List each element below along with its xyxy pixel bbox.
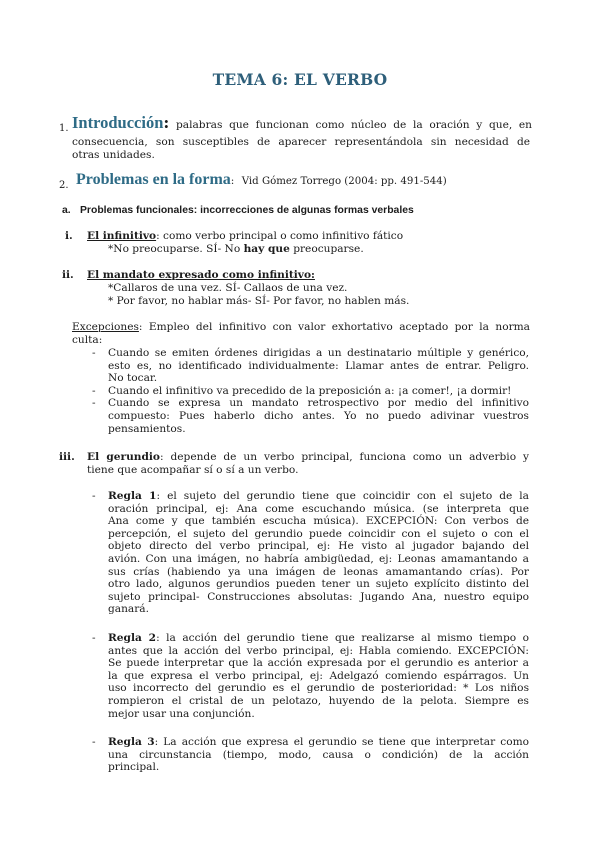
heading-colon: : xyxy=(163,113,170,132)
subsection-label: a. xyxy=(62,205,71,216)
example-text: *No preocuparse. SÍ- No xyxy=(108,243,244,255)
list-item-text: Cuando el infinitivo va precedido de la preposición a: ¡a comer!, ¡a dormir! xyxy=(108,384,512,397)
rule-text: avión. Con una imágen, no habría ambigüedad, ej: Leonas amamantando a xyxy=(108,552,529,565)
exceptions-list xyxy=(92,347,529,435)
list-item-text: No tocar. xyxy=(108,372,158,385)
example-text: preocuparse. xyxy=(289,243,364,255)
section-introduccion xyxy=(72,113,532,132)
list-item: - Cuando el infinitivo va precedido de la preposición a: ¡a comer!, ¡a dormir! xyxy=(92,385,529,398)
paragraph-line: otras unidades. xyxy=(72,149,155,161)
list-item: - Regla 1: el sujeto del gerundio tiene que coincidir con el sujeto de la oración principal, ej: Ana come escuchando música. (se interpreta que Ana come y que también escucha música). EXCEPCIÓN: Con verbos de percepción, el sujeto del gerundio puede coincidir con el sujeto o con el objeto directo del verbo principal, ej: He visto al jugador bajando del avión. Con una imágen, no habría ambigüedad, ej: Leonas amamantando a sus crías (habiendo ya una imágen de leonas amamantando crías). Por otro lado, algunos gerundios pueden tener un sujeto explícito distinto del sujeto principal- Construcciones absolutas: Jugando Ana, nuestro equipo ganará. xyxy=(92,490,529,616)
item-heading: El infinitivo xyxy=(87,230,157,242)
subsection-heading: Problemas funcionales: incorrecciones de algunas formas verbales xyxy=(80,205,414,216)
item-text: : depende de un verbo principal, funciona como un adverbio y xyxy=(159,451,529,463)
item-heading: El mandato expresado como infinitivo: xyxy=(87,269,315,281)
page-title: TEMA 6: EL VERBO xyxy=(212,70,388,89)
list-item-text: Cuando se expresa un mandato retrospectivo por medio del infinitivo xyxy=(108,397,529,410)
list-item-text: Cuando se emiten órdenes dirigidas a un destinatario múltiple y genérico, xyxy=(108,347,529,359)
example-line: *Callaros de una vez. SÍ- Callaos de una vez. xyxy=(108,282,348,294)
rule-text: : La acción que expresa el gerundio se tiene que interpretar como xyxy=(154,736,530,748)
section-heading: Problemas en la forma xyxy=(76,171,231,188)
list-item-text: pensamientos. xyxy=(108,422,186,435)
rule-text: Se puede interpretar que la acción expresada por el gerundio es anterior a xyxy=(108,657,529,670)
rule-text: sus crías (habiendo ya una imágen de leonas amamantando crías). Por xyxy=(108,565,529,578)
item-infinitivo xyxy=(87,230,403,243)
rule-text: : el sujeto del gerundio tiene que coincidir con el sujeto de la xyxy=(156,490,529,502)
rule-block xyxy=(92,632,529,720)
list-item-text: compuesto: Pues haberlo dicho antes. Yo no puedo adivinar vuestros xyxy=(108,409,529,422)
rule-block xyxy=(92,736,529,774)
rule-text: uso incorrecto del gerundio es el gerundio de posterioridad: * Los niños xyxy=(108,682,529,695)
rule-text: ganará. xyxy=(108,603,149,616)
reference-text: Vid Gómez Torrego (2004: pp. 491-544) xyxy=(241,176,447,187)
section-number: 1. xyxy=(59,123,69,134)
rule-text: percepción, el sujeto del gerundio puede coincidir con el sujeto o con el xyxy=(108,527,529,540)
paragraph-text: palabras que funcionan como núcleo de la oración y que, en xyxy=(175,119,532,131)
rule-text: objeto directo del verbo principal, ej: He visto al jugador bajando del xyxy=(108,540,529,553)
list-item: - Regla 3: La acción que expresa el gerundio se tiene que interpretar como una circunstancia (tiempo, modo, causa o condición) de la acción principal. xyxy=(92,736,530,774)
rule-text: otro lado, algunos gerundios pueden tener un sujeto explícito distinto del xyxy=(108,578,529,591)
rule-text: sujeto principal- Construcciones absolutas: Jugando Ana, nuestro equipo xyxy=(108,590,529,603)
exceptions-text: : Empleo del infinitivo con valor exhortativo aceptado por la norma xyxy=(138,321,530,333)
rule-text: la que expresa el verbo principal, ej: Adelgazó comiendo espárragos. Un xyxy=(108,669,529,682)
item-label: iii. xyxy=(59,451,75,463)
item-text: : como verbo principal o como infinitivo fático xyxy=(156,230,404,242)
rule-label: Regla 3 xyxy=(108,736,155,748)
rule-text: : la acción del gerundio tiene que realizarse al mismo tiempo o xyxy=(156,632,529,644)
section-problemas xyxy=(76,171,447,189)
list-item-text: esto es, no identificado individualmente: Llamar antes de entrar. Peligro. xyxy=(108,359,529,372)
rule-text: mejor usar una conjunción. xyxy=(108,707,255,720)
rule-text: oración principal, ej: Ana come escuchando música. (se interpreta que xyxy=(108,502,529,515)
example-line xyxy=(108,243,364,256)
example-emphasis: hay que xyxy=(243,243,290,255)
rule-text: una circunstancia (tiempo, modo, causa o condición) de la acción xyxy=(108,748,529,761)
exceptions-heading: Excepciones xyxy=(72,321,139,333)
rule-text: Ana come y que también escucha música). EXCEPCIÓN: Con verbos de xyxy=(108,515,529,528)
rule-text: antes que la acción del verbo principal, ej: Habla comiendo. EXCEPCIÓN: xyxy=(108,644,529,657)
rule-block xyxy=(92,490,529,616)
exceptions-intro xyxy=(72,321,530,334)
item-gerundio xyxy=(87,451,529,464)
item-label: ii. xyxy=(62,269,74,281)
item-text: tiene que acompañar sí o sí a un verbo. xyxy=(87,464,299,476)
rule-label: Regla 2 xyxy=(108,632,157,644)
example-line: * Por favor, no hablar más- SÍ- Por favor, no hablen más. xyxy=(108,295,410,307)
list-item: - Cuando se expresa un mandato retrospectivo por medio del infinitivo compuesto: Pues haberlo dicho antes. Yo no puedo adivinar vuestros pensamientos. xyxy=(92,397,529,435)
item-label: i. xyxy=(65,230,73,242)
list-item: - Cuando se emiten órdenes dirigidas a un destinatario múltiple y genérico, esto es, no identificado individualmente: Llamar antes de entrar. Peligro. No tocar. xyxy=(92,347,529,385)
section-heading: Introducción xyxy=(72,113,164,132)
section-number: 2. xyxy=(59,180,69,191)
item-heading: El gerundio xyxy=(87,451,160,463)
paragraph-line: consecuencia, son susceptibles de aparecer representándola sin necesidad de xyxy=(72,136,530,148)
rule-label: Regla 1 xyxy=(108,490,157,502)
exceptions-text: culta: xyxy=(72,334,103,346)
list-item: - Regla 2: la acción del gerundio tiene que realizarse al mismo tiempo o antes que la acción del verbo principal, ej: Habla comiendo. EXCEPCIÓN: Se puede interpretar que la acción expresada por el gerundio es anterior a la que expresa el verbo principal, ej: Adelgazó comiendo espárragos. Un uso incorrecto del gerundio es el gerundio de posterioridad: * Los niños rompieron el cristal de un pelotazo, huyendo de la pelota. Siempre es mejor usar una conjunción. xyxy=(92,632,529,720)
rule-text: principal. xyxy=(108,761,160,774)
heading-colon: : xyxy=(230,175,235,187)
rule-text: rompieron el cristal de un pelotazo, huyendo de la pelota. Siempre es xyxy=(108,694,529,707)
